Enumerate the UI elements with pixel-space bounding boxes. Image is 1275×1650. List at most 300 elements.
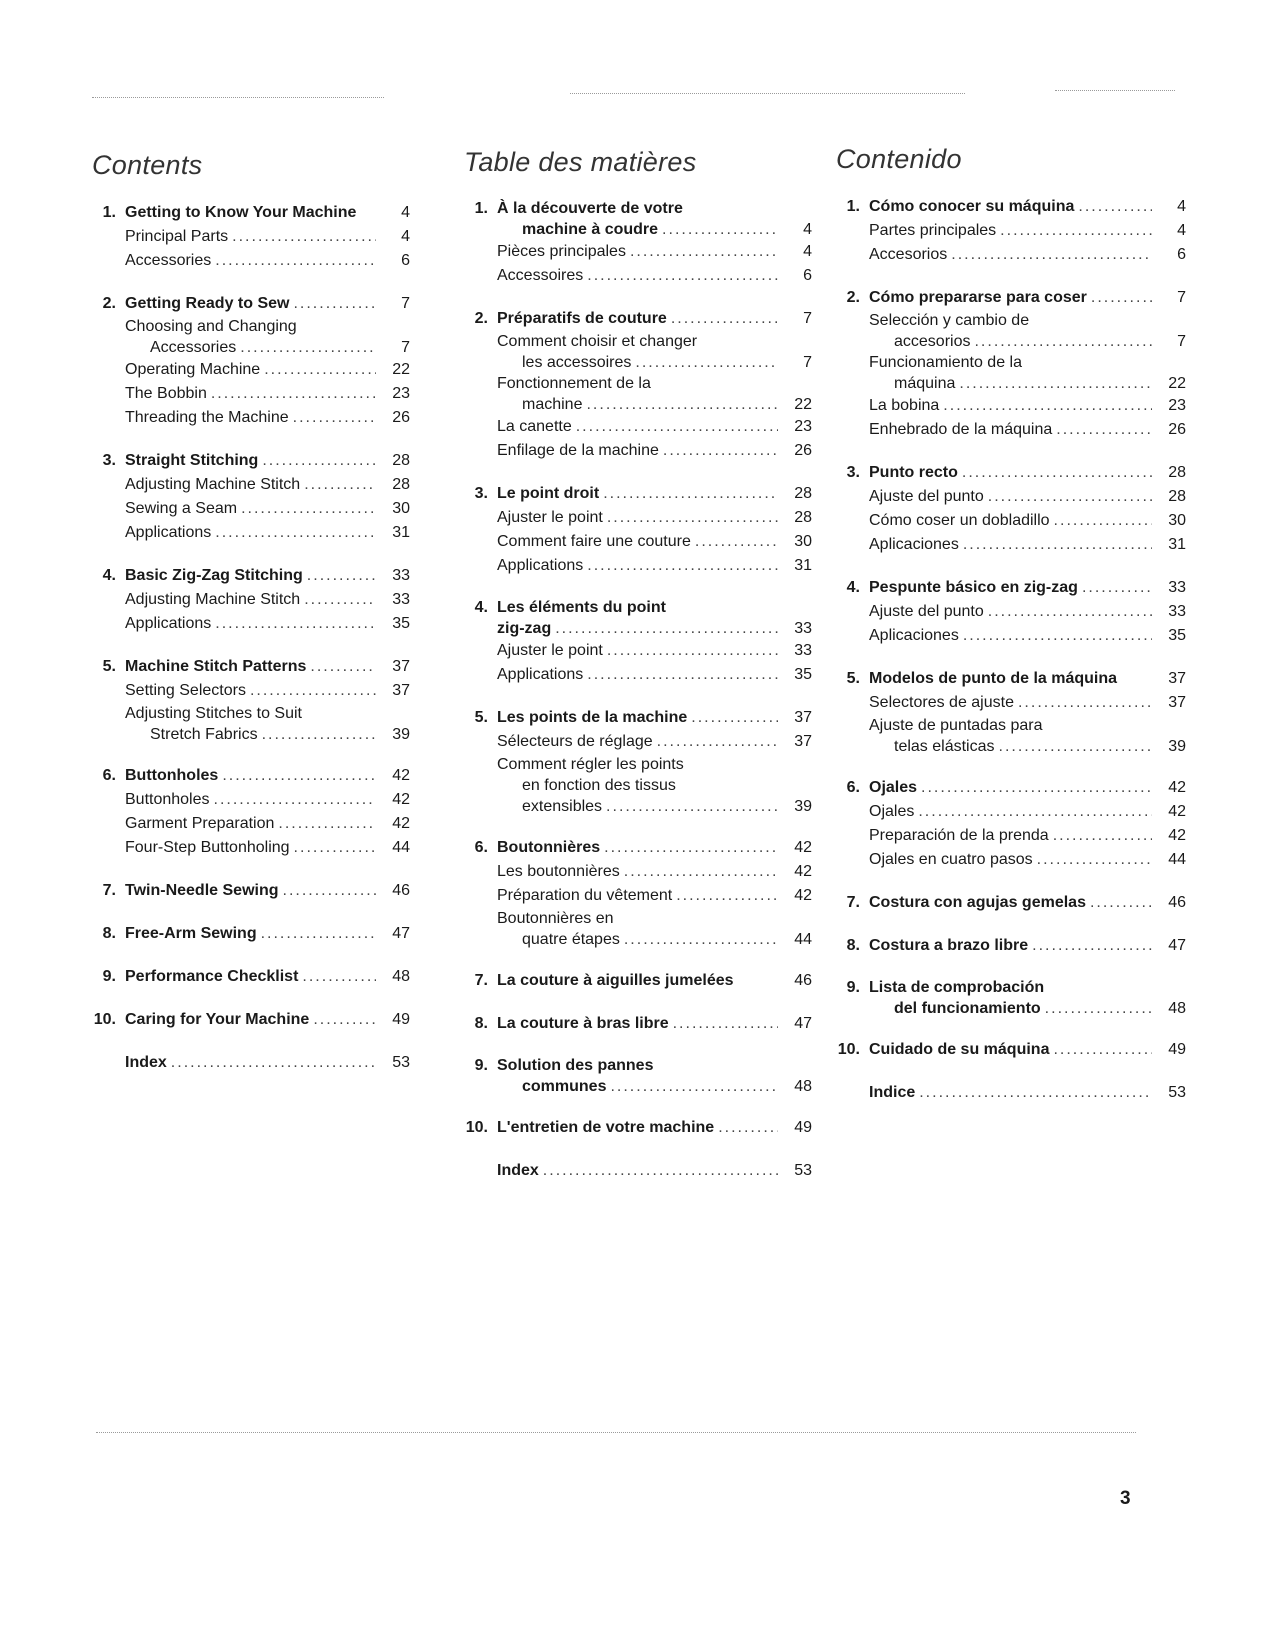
toc-section [464,836,812,950]
entry-text: Fonctionnement de la [497,375,651,392]
toc-subentry[interactable] [836,373,1186,394]
toc-entry[interactable] [92,965,410,989]
entry-text: Stretch Fabrics [150,726,258,743]
entry-text: Préparation du vêtement [497,887,673,904]
entry-page: 35 [392,615,410,632]
entry-text: zig-zag [497,620,552,637]
column-title: Contents [92,150,203,180]
entry-number: 10. [465,1119,488,1136]
entry-number: 2. [102,295,116,312]
leader-dots [310,655,376,679]
entry-text: Selectores de ajuste [869,694,1014,711]
toc-subentry[interactable] [92,337,410,358]
entry-text: Applications [497,666,584,683]
toc-subentry[interactable] [464,331,812,352]
entry-page: 48 [392,968,410,985]
toc-subentry[interactable] [464,240,812,264]
toc-entry[interactable] [464,1012,812,1036]
entry-number: 1. [846,198,860,215]
entry-text: Ajuste del punto [869,603,984,620]
entry-text: Ajuster le point [497,642,603,659]
entry-page: 26 [794,442,812,459]
leader-dots [1018,691,1152,715]
toc-entry[interactable] [92,201,410,225]
leader-dots [222,764,376,788]
contents-column-spanish [836,144,1186,1124]
toc-subentry[interactable] [464,264,812,288]
toc-subentry[interactable] [92,225,410,249]
toc-entry[interactable] [92,879,410,903]
entry-page: 4 [1177,198,1186,215]
leader-dots [302,965,376,989]
entry-text: Buttonholes [125,767,219,784]
entry-page: 4 [803,221,812,238]
toc-entry[interactable] [464,1055,812,1076]
leader-dots [264,358,376,382]
entry-number: 7. [102,882,116,899]
leader-dots [604,836,778,860]
toc-subentry[interactable] [92,612,410,636]
toc-subentry[interactable] [836,715,1186,736]
toc-subentry[interactable] [464,860,812,884]
entry-number: 7. [474,972,488,989]
leader-dots [240,337,376,358]
entry-page: 28 [392,476,410,493]
leader-dots [293,406,376,430]
toc-entry[interactable] [836,286,1186,310]
entry-page: 33 [392,591,410,608]
leader-dots [1053,824,1152,848]
toc-entry[interactable] [464,1116,812,1140]
entry-text: Les points de la machine [497,709,688,726]
entry-text: extensibles [522,798,603,815]
leader-dots [241,497,376,521]
toc-subentry[interactable] [836,485,1186,509]
toc-subentry[interactable] [836,219,1186,243]
leader-dots [307,564,376,588]
entry-text: del funcionamiento [894,1000,1041,1017]
toc-section [464,1159,812,1183]
entry-text: Punto recto [869,464,958,481]
toc-entry[interactable] [92,292,410,316]
toc-entry[interactable] [836,934,1186,958]
entry-text: Les boutonnières [497,863,620,880]
toc-entry[interactable] [464,969,812,993]
toc-section [92,655,410,745]
leader-dots [951,243,1152,267]
leader-dots [673,1012,778,1036]
entry-page: 7 [1177,289,1186,306]
top-rule-left [92,97,384,98]
leader-dots [261,922,376,946]
entry-text: Lista de comprobación [869,979,1045,996]
entry-text: Operating Machine [125,361,261,378]
toc-entry[interactable] [464,219,812,240]
toc-section [464,307,812,463]
entry-text: Index [497,1162,539,1179]
toc-entry[interactable] [836,998,1186,1019]
toc-subentry[interactable] [464,373,812,394]
entry-page: 7 [803,354,812,371]
toc-entry[interactable] [836,195,1186,219]
toc-subentry[interactable] [836,331,1186,352]
entry-number: 5. [474,709,488,726]
toc-subentry[interactable] [92,703,410,724]
toc-subentry[interactable] [836,624,1186,648]
entry-page: 33 [1168,579,1186,596]
entry-number: 8. [474,1015,488,1032]
entry-text: Choosing and Changing [125,318,297,335]
leader-dots [963,624,1152,648]
entry-page: 28 [1168,488,1186,505]
toc-section [92,922,410,946]
toc-subentry[interactable] [464,929,812,950]
toc-section [464,1116,812,1140]
entry-text: Costura a brazo libre [869,937,1029,954]
toc-section [836,977,1186,1019]
entry-text: Pespunte básico en zig-zag [869,579,1078,596]
entry-page: 6 [1177,246,1186,263]
toc-entry[interactable] [92,449,410,473]
leader-dots [1082,576,1152,600]
leader-dots [215,612,376,636]
toc-entry[interactable] [464,1076,812,1097]
entry-page: 6 [803,267,812,284]
toc-subentry[interactable] [464,663,812,687]
toc-subentry[interactable] [836,824,1186,848]
toc-entry[interactable] [836,667,1186,691]
entry-page: 28 [794,485,812,502]
entry-text: Enhebrado de la máquina [869,421,1053,438]
toc-list [92,201,410,1075]
entry-text: Principal Parts [125,228,229,245]
toc-subentry[interactable] [92,521,410,545]
toc-entry[interactable] [836,891,1186,915]
toc-subentry[interactable] [464,884,812,908]
toc-entry[interactable] [92,922,410,946]
entry-page: 49 [392,1011,410,1028]
toc-subentry[interactable] [92,812,410,836]
entry-number: 2. [846,289,860,306]
entry-page: 4 [1177,222,1186,239]
entry-text: Boutonnières [497,839,601,856]
leader-dots [587,663,778,687]
toc-section [836,934,1186,958]
entry-number: 6. [846,779,860,796]
entry-page: 30 [1168,512,1186,529]
toc-entry[interactable] [464,597,812,618]
entry-page: 7 [401,339,410,356]
leader-dots [974,331,1152,352]
entry-text: Adjusting Machine Stitch [125,476,301,493]
entry-text: Cómo conocer su máquina [869,198,1075,215]
toc-section [836,1038,1186,1062]
leader-dots [691,706,778,730]
toc-entry[interactable] [464,1159,812,1183]
entry-page: 4 [401,204,410,221]
toc-section [836,891,1186,915]
leader-dots [171,1051,376,1075]
toc-entry[interactable] [464,706,812,730]
entry-text: telas elásticas [894,738,995,755]
entry-page: 35 [794,666,812,683]
leader-dots [624,929,778,950]
toc-subentry[interactable] [464,506,812,530]
toc-subentry[interactable] [464,754,812,775]
contents-column-english [92,150,410,1094]
toc-entry[interactable] [464,618,812,639]
entry-page: 7 [803,310,812,327]
leader-dots [943,394,1152,418]
leader-dots [999,736,1153,757]
toc-section [836,286,1186,442]
leader-dots [262,724,376,745]
leader-dots [1045,998,1152,1019]
entry-text: Enfilage de la machine [497,442,659,459]
entry-page: 37 [794,733,812,750]
toc-section [92,1008,410,1032]
entry-page: 46 [392,882,410,899]
entry-text: Ajuste de puntadas para [869,717,1043,734]
entry-number: 8. [102,925,116,942]
toc-section [836,195,1186,267]
toc-entry[interactable] [836,1038,1186,1062]
toc-section [92,879,410,903]
entry-text: À la découverte de votre [497,200,683,217]
entry-page: 30 [794,533,812,550]
entry-page: 37 [392,682,410,699]
toc-section [464,198,812,288]
toc-subentry[interactable] [836,509,1186,533]
toc-subentry[interactable] [92,473,410,497]
entry-page: 42 [794,839,812,856]
leader-dots [587,264,778,288]
toc-subentry[interactable] [92,406,410,430]
entry-text: Cómo prepararse para coser [869,289,1087,306]
entry-page: 22 [794,396,812,413]
leader-dots [676,884,778,908]
toc-subentry[interactable] [464,439,812,463]
toc-section [92,449,410,545]
toc-section [464,969,812,993]
toc-entry[interactable] [92,764,410,788]
entry-text: Le point droit [497,485,600,502]
leader-dots [630,240,778,264]
toc-subentry[interactable] [836,600,1186,624]
entry-number: 6. [474,839,488,856]
entry-page: 31 [794,557,812,574]
toc-subentry[interactable] [836,243,1186,267]
entry-text: Boutonnières en [497,910,614,927]
entry-page: 23 [1168,397,1186,414]
toc-subentry[interactable] [836,736,1186,757]
leader-dots [304,588,376,612]
toc-subentry[interactable] [836,310,1186,331]
entry-text: Cuidado de su máquina [869,1041,1050,1058]
entry-text: Sewing a Seam [125,500,238,517]
entry-page: 48 [794,1078,812,1095]
toc-section [92,965,410,989]
entry-page: 48 [1168,1000,1186,1017]
toc-entry[interactable] [836,776,1186,800]
entry-text: Ojales en cuatro pasos [869,851,1033,868]
toc-entry[interactable] [92,1008,410,1032]
leader-dots [1000,219,1152,243]
leader-dots [555,618,778,639]
leader-dots [543,1159,778,1183]
leader-dots [1032,934,1152,958]
entry-text: Solution des pannes [497,1057,654,1074]
entry-text: Ajuste del punto [869,488,984,505]
entry-text: Aplicaciones [869,627,959,644]
leader-dots [603,482,778,506]
toc-subentry[interactable] [464,730,812,754]
toc-subentry[interactable] [464,394,812,415]
toc-section [464,482,812,578]
entry-number: 3. [102,452,116,469]
toc-entry[interactable] [836,977,1186,998]
entry-text: Basic Zig-Zag Stitching [125,567,303,584]
top-rule-right [1055,90,1175,91]
toc-section [92,201,410,273]
toc-entry[interactable] [92,655,410,679]
leader-dots [962,461,1152,485]
toc-list [464,198,812,1183]
entry-text: Four-Step Buttonholing [125,839,290,856]
leader-dots [1056,418,1152,442]
entry-text: les accessoires [522,354,632,371]
entry-text: Ajuster le point [497,509,603,526]
toc-subentry[interactable] [836,848,1186,872]
toc-entry[interactable] [464,307,812,331]
toc-subentry[interactable] [92,497,410,521]
entry-text: La couture à aiguilles jumelées [497,972,734,989]
entry-text: Performance Checklist [125,968,299,985]
column-title: Contenido [836,144,962,174]
toc-entry[interactable] [836,461,1186,485]
toc-section [836,776,1186,872]
toc-subentry[interactable] [92,249,410,273]
leader-dots [921,776,1152,800]
entry-text: Ojales [869,779,918,796]
toc-subentry[interactable] [464,908,812,929]
toc-subentry[interactable] [836,691,1186,715]
entry-number: 3. [474,485,488,502]
toc-subentry[interactable] [464,796,812,817]
entry-page: 37 [1168,670,1186,687]
toc-subentry[interactable] [92,724,410,745]
bottom-rule [96,1432,1136,1433]
toc-subentry[interactable] [836,394,1186,418]
entry-page: 4 [803,243,812,260]
toc-subentry[interactable] [464,554,812,578]
toc-entry[interactable] [836,1081,1186,1105]
entry-text: Applications [125,615,212,632]
entry-page: 46 [794,972,812,989]
entry-text: Buttonholes [125,791,210,808]
leader-dots [1037,848,1152,872]
leader-dots [988,485,1152,509]
toc-subentry[interactable] [92,382,410,406]
leader-dots [1053,1038,1152,1062]
toc-subentry[interactable] [92,788,410,812]
toc-section [92,764,410,860]
entry-page: 42 [1168,827,1186,844]
entry-page: 26 [1168,421,1186,438]
entry-number: 5. [102,658,116,675]
toc-entry[interactable] [464,836,812,860]
leader-dots [211,382,376,406]
toc-entry[interactable] [92,564,410,588]
entry-text: Accesorios [869,246,948,263]
toc-subentry[interactable] [464,352,812,373]
entry-text: Funcionamiento de la [869,354,1022,371]
leader-dots [718,1116,778,1140]
entry-page: 26 [392,409,410,426]
entry-page: 22 [1168,375,1186,392]
toc-subentry[interactable] [836,352,1186,373]
entry-page: 33 [794,642,812,659]
toc-entry[interactable] [92,1051,410,1075]
toc-subentry[interactable] [836,533,1186,557]
entry-page: 42 [794,887,812,904]
toc-section [836,576,1186,648]
toc-subentry[interactable] [464,639,812,663]
entry-text: Getting to Know Your Machine [125,204,357,221]
toc-entry[interactable] [464,482,812,506]
toc-subentry[interactable] [92,836,410,860]
entry-text: Pièces principales [497,243,626,260]
entry-number: 7. [846,894,860,911]
entry-page: 44 [392,839,410,856]
entry-text: Getting Ready to Sew [125,295,290,312]
toc-subentry[interactable] [464,415,812,439]
entry-page: 37 [392,658,410,675]
leader-dots [250,679,376,703]
entry-number: 9. [102,968,116,985]
toc-subentry[interactable] [92,588,410,612]
leader-dots [610,1076,778,1097]
entry-text: L'entretien de votre machine [497,1119,715,1136]
entry-text: Selección y cambio de [869,312,1030,329]
toc-subentry[interactable] [92,316,410,337]
entry-text: Preparación de la prenda [869,827,1049,844]
entry-text: accesorios [894,333,971,350]
leader-dots [606,796,778,817]
contents-column-french [464,147,812,1202]
entry-page: 35 [1168,627,1186,644]
entry-text: Twin-Needle Sewing [125,882,279,899]
toc-subentry[interactable] [92,679,410,703]
toc-section [464,706,812,817]
leader-dots [624,860,778,884]
toc-entry[interactable] [836,576,1186,600]
toc-subentry[interactable] [464,775,812,796]
entry-text: Comment faire une couture [497,533,691,550]
entry-text: Modelos de punto de la máquina [869,670,1118,687]
leader-dots [304,473,376,497]
entry-page: 39 [1168,738,1186,755]
entry-page: 4 [401,228,410,245]
entry-number: 9. [474,1057,488,1074]
toc-subentry[interactable] [836,418,1186,442]
toc-entry[interactable] [464,198,812,219]
toc-subentry[interactable] [836,800,1186,824]
toc-subentry[interactable] [464,530,812,554]
entry-page: 33 [794,620,812,637]
leader-dots [293,292,376,316]
toc-subentry[interactable] [92,358,410,382]
